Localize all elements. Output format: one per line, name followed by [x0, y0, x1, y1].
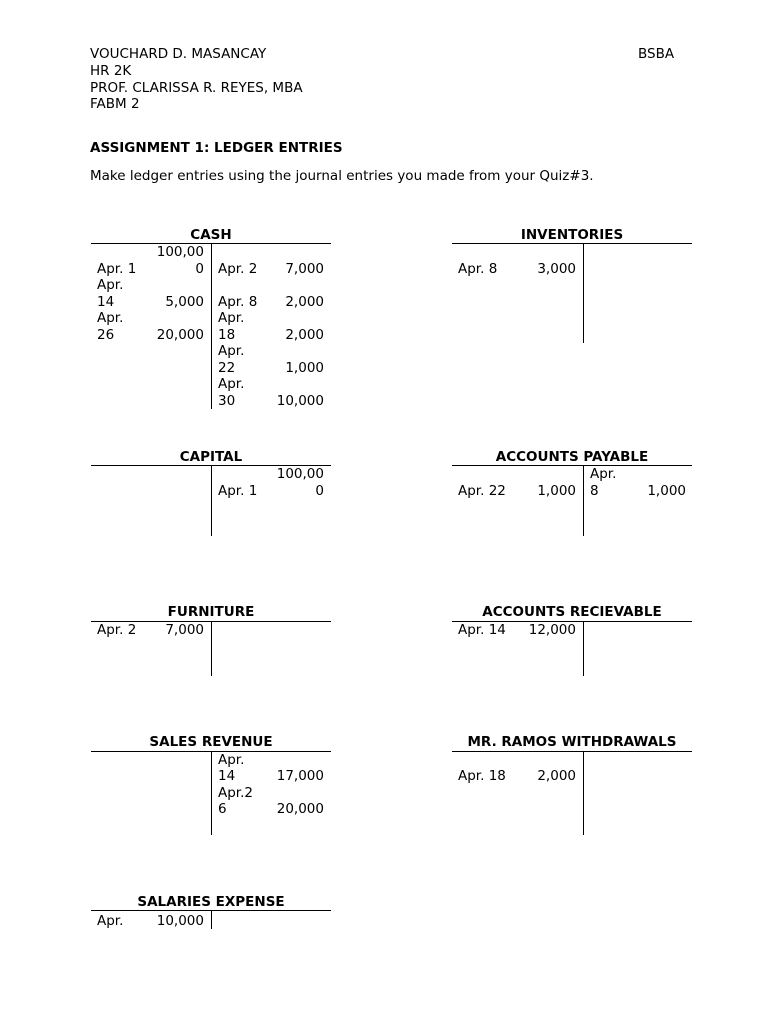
- debit-date: Apr. 22: [458, 483, 506, 499]
- credit-date: 14: [218, 768, 236, 784]
- debit-amount: 10,000: [156, 913, 204, 929]
- credit-date: 8: [590, 483, 599, 499]
- account-title: ACCOUNTS PAYABLE: [495, 449, 649, 465]
- assignment-instruction: Make ledger entries using the journal entries you made from your Quiz#3.: [90, 168, 594, 184]
- account-title: CASH: [190, 227, 232, 243]
- debit-amount: 100,00: [156, 244, 204, 260]
- debit-date: Apr.: [97, 277, 124, 293]
- credit-amount: 17,000: [276, 768, 324, 784]
- credit-amount: 1,000: [647, 483, 686, 499]
- debit-amount: 1,000: [537, 483, 576, 499]
- t-account-divider: [211, 910, 212, 929]
- credit-date: Apr. 8: [218, 294, 258, 310]
- debit-amount: 12,000: [528, 622, 576, 638]
- credit-date: 18: [218, 327, 236, 343]
- credit-date: Apr.: [218, 343, 245, 359]
- account-title: FURNITURE: [167, 604, 255, 620]
- debit-amount: 7,000: [165, 622, 204, 638]
- account-title: SALARIES EXPENSE: [137, 894, 285, 910]
- t-account-divider: [211, 243, 212, 409]
- account-title: INVENTORIES: [520, 227, 624, 243]
- credit-amount: 2,000: [285, 294, 324, 310]
- credit-date: Apr.: [590, 466, 617, 482]
- debit-date: 14: [97, 294, 115, 310]
- t-account-divider: [583, 243, 584, 343]
- t-account-top-rule: [452, 243, 692, 244]
- t-account-divider: [583, 621, 584, 676]
- credit-date: 6: [218, 801, 227, 817]
- assignment-title: ASSIGNMENT 1: LEDGER ENTRIES: [90, 140, 343, 156]
- account-title: ACCOUNTS RECIEVABLE: [482, 604, 662, 620]
- debit-amount: 2,000: [537, 768, 576, 784]
- account-title: SALES REVENUE: [149, 734, 273, 750]
- credit-date: Apr. 2: [218, 261, 258, 277]
- t-account-divider: [211, 465, 212, 536]
- debit-date: Apr. 2: [97, 622, 137, 638]
- section-label: HR 2K: [90, 63, 132, 79]
- debit-amount: 0: [195, 261, 204, 277]
- credit-date: Apr.: [218, 752, 245, 768]
- debit-amount: 5,000: [165, 294, 204, 310]
- professor-name: PROF. CLARISSA R. REYES, MBA: [90, 80, 303, 96]
- credit-amount: 100,00: [276, 466, 324, 482]
- t-account-divider: [211, 621, 212, 676]
- credit-date: Apr.2: [218, 785, 253, 801]
- credit-amount: 7,000: [285, 261, 324, 277]
- subject-label: FABM 2: [90, 96, 140, 112]
- credit-date: Apr.: [218, 310, 245, 326]
- t-account-top-rule: [452, 751, 692, 752]
- credit-amount: 10,000: [276, 393, 324, 409]
- credit-amount: 0: [315, 483, 324, 499]
- debit-amount: 3,000: [537, 261, 576, 277]
- debit-date: Apr. 14: [458, 622, 506, 638]
- t-account-top-rule: [452, 465, 692, 466]
- account-title: CAPITAL: [179, 449, 243, 465]
- debit-amount: 20,000: [156, 327, 204, 343]
- t-account-divider: [583, 751, 584, 835]
- credit-date: Apr.: [218, 376, 245, 392]
- debit-date: Apr. 18: [458, 768, 506, 784]
- debit-date: 26: [97, 327, 115, 343]
- credit-date: Apr. 1: [218, 483, 258, 499]
- debit-date: Apr.: [97, 913, 124, 929]
- course-label: BSBA: [638, 46, 675, 62]
- debit-date: Apr. 1: [97, 261, 137, 277]
- t-account-divider: [211, 751, 212, 835]
- t-account-divider: [583, 465, 584, 536]
- credit-amount: 2,000: [285, 327, 324, 343]
- credit-amount: 1,000: [285, 360, 324, 376]
- debit-date: Apr. 8: [458, 261, 498, 277]
- debit-date: Apr.: [97, 310, 124, 326]
- credit-date: 22: [218, 360, 236, 376]
- credit-amount: 20,000: [276, 801, 324, 817]
- account-title: MR. RAMOS WITHDRAWALS: [467, 734, 677, 750]
- student-name: VOUCHARD D. MASANCAY: [90, 46, 267, 62]
- credit-date: 30: [218, 393, 236, 409]
